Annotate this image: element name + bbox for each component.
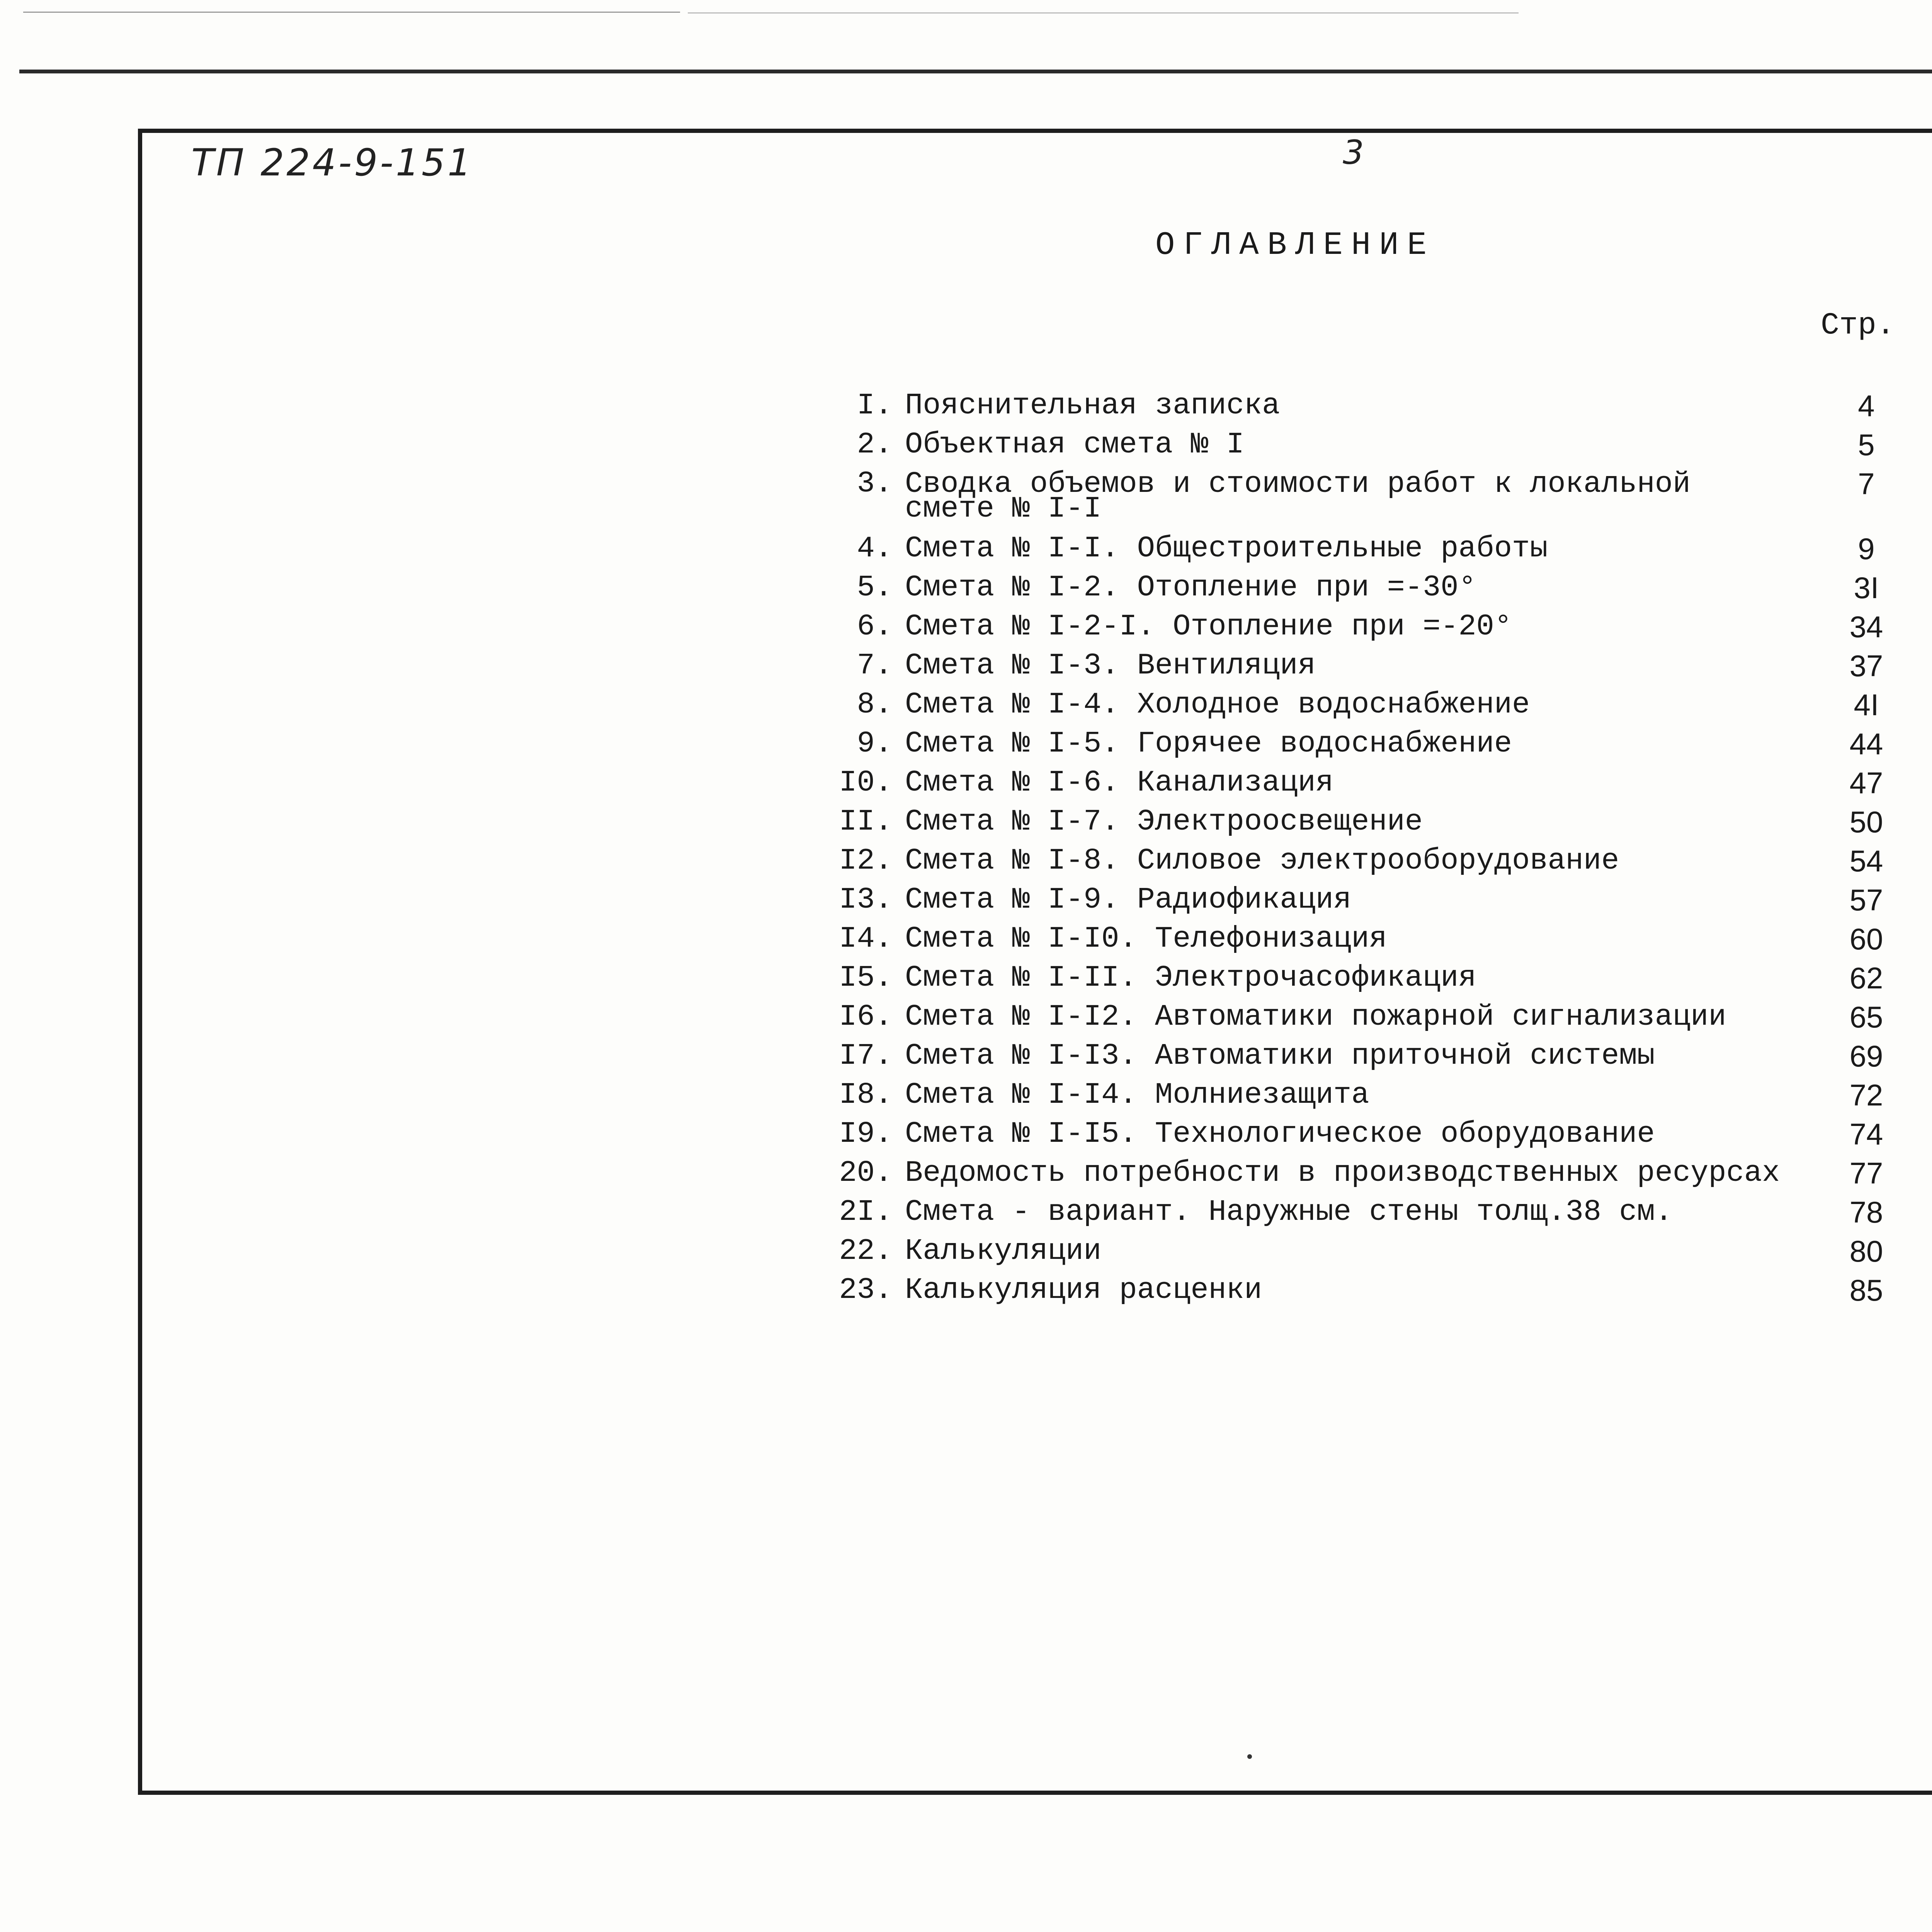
page-number: 3	[1343, 133, 1364, 172]
document-code: ТП 224-9-151	[191, 141, 474, 184]
toc-entry-page: 54	[1849, 844, 1883, 878]
scan-artifact-line	[23, 12, 680, 13]
toc-entry-page: 9	[1858, 532, 1875, 566]
toc-entry-page: 44	[1849, 727, 1883, 761]
toc-entry-number: I6.	[839, 1000, 893, 1034]
scan-speck	[1247, 1754, 1252, 1759]
toc-entry	[831, 1037, 1913, 1076]
toc-entry-number: 23.	[839, 1274, 893, 1307]
toc-entry-number: 2I.	[839, 1196, 893, 1229]
toc-entry-page: 3I	[1854, 571, 1879, 605]
toc-entry-number: 6.	[857, 610, 893, 644]
toc-entry	[831, 646, 1913, 685]
toc-entry-title: Калькуляция расценки	[905, 1274, 1262, 1307]
toc-entry-page: 78	[1849, 1195, 1883, 1229]
toc-entry-number: 7.	[857, 649, 893, 683]
toc-entry-page: 34	[1849, 610, 1883, 644]
toc-entry-page: 60	[1849, 922, 1883, 956]
toc-entry-title: Сводка объемов и стоимости работ к локальной смете № I-I	[905, 468, 1691, 526]
toc-entry-title: Смета № I-6. Канализация	[905, 766, 1333, 800]
toc-entry-page: 85	[1849, 1273, 1883, 1307]
toc-entry-title: Смета - вариант. Наружные стены толщ.38 см.	[905, 1196, 1673, 1229]
toc-entry-number: 3.	[857, 467, 893, 501]
toc-entry-page: 77	[1849, 1156, 1883, 1190]
toc-entry-page: 50	[1849, 805, 1883, 839]
toc-entry-page: 69	[1849, 1039, 1883, 1073]
toc-entry	[831, 529, 1913, 568]
toc-entry-title: Смета № I-2-I. Отопление при =-20°	[905, 610, 1512, 644]
toc-entry-title: Калькуляции	[905, 1235, 1102, 1268]
toc-entry	[831, 1193, 1913, 1232]
toc-entry-title: Смета № I-3. Вентиляция	[905, 649, 1316, 683]
page-column-header: Стр.	[1821, 308, 1895, 343]
toc-entry-title: Смета № I-I0. Телефонизация	[905, 922, 1387, 956]
toc-entry-number: I5.	[839, 961, 893, 995]
toc-entry-title: Смета № I-II. Электрочасофикация	[905, 961, 1476, 995]
toc-entry-title: Смета № I-9. Радиофикация	[905, 883, 1352, 917]
toc-entry-page: 74	[1849, 1117, 1883, 1151]
toc-entry	[831, 1154, 1913, 1193]
toc-entry	[831, 607, 1913, 646]
toc-entry	[831, 386, 1913, 425]
toc-entry	[831, 685, 1913, 724]
toc-entry-number: 4.	[857, 532, 893, 566]
toc-entry-title: Смета № I-I5. Технологическое оборудование	[905, 1117, 1655, 1151]
toc-entry-number: I4.	[839, 922, 893, 956]
scan-artifact-line	[688, 12, 1519, 14]
toc-entry	[831, 1115, 1913, 1154]
toc-entry-title: Смета № I-I2. Автоматики пожарной сигнализации	[905, 1000, 1726, 1034]
toc-entry	[831, 842, 1913, 881]
toc-entry-page: 57	[1849, 883, 1883, 917]
toc-entry-number: I2.	[839, 844, 893, 878]
toc-entry-title: Смета № I-8. Силовое электрооборудование	[905, 844, 1619, 878]
toc-entry-number: I7.	[839, 1039, 893, 1073]
toc-entry-title: Смета № I-7. Электроосвещение	[905, 805, 1423, 839]
toc-entry-page: 72	[1849, 1078, 1883, 1112]
toc-entry-number: I0.	[839, 766, 893, 800]
toc-entry	[831, 881, 1913, 920]
toc-entry-number: II.	[839, 805, 893, 839]
toc-entry	[831, 1271, 1913, 1310]
toc-entry-page: 4	[1858, 389, 1875, 423]
toc-entry-title: Смета № I-I. Общестроительные работы	[905, 532, 1548, 566]
toc-entry-number: I.	[857, 389, 893, 423]
toc-entry-page: 65	[1849, 1000, 1883, 1034]
toc-entry-number: 22.	[839, 1235, 893, 1268]
toc-entry-page: 80	[1849, 1234, 1883, 1268]
toc-entry	[831, 959, 1913, 998]
toc-entry-title: Смета № I-I3. Автоматики приточной системы	[905, 1039, 1655, 1073]
toc-entry	[831, 464, 1913, 529]
toc-entry-page: 7	[1858, 467, 1875, 501]
toc-entry-title: Смета № I-2. Отопление при =-30°	[905, 571, 1476, 605]
toc-entry-page: 62	[1849, 961, 1883, 995]
toc-entry	[831, 1076, 1913, 1115]
toc-entry-title: Смета № I-I4. Молниезащита	[905, 1078, 1369, 1112]
toc-entry-number: I3.	[839, 883, 893, 917]
toc-entry-number: I8.	[839, 1078, 893, 1112]
toc-entry-number: I9.	[839, 1117, 893, 1151]
toc-entry	[831, 998, 1913, 1037]
toc-entry	[831, 1232, 1913, 1271]
toc-entry	[831, 425, 1913, 464]
toc-entry-title: Пояснительная записка	[905, 389, 1280, 423]
toc-entry-number: 2.	[857, 428, 893, 462]
toc-entry-page: 5	[1858, 428, 1875, 462]
toc-entry-title: Ведомость потребности в производственных ресурсах	[905, 1156, 1780, 1190]
top-rule	[19, 70, 1932, 73]
toc-entry	[831, 724, 1913, 764]
toc-entry-number: 8.	[857, 688, 893, 722]
page-title: ОГЛАВЛЕНИЕ	[1155, 227, 1435, 264]
toc-entry-number: 20.	[839, 1156, 893, 1190]
toc-entry-page: 4I	[1854, 688, 1879, 722]
toc-entry-number: 9.	[857, 727, 893, 761]
toc-entry-title: Смета № I-5. Горячее водоснабжение	[905, 727, 1512, 761]
toc-entry-title: Объектная смета № I	[905, 428, 1244, 462]
toc-entry	[831, 568, 1913, 607]
toc-entry-title: Смета № I-4. Холодное водоснабжение	[905, 688, 1530, 722]
toc-entry	[831, 764, 1913, 803]
toc-entry-page: 47	[1849, 766, 1883, 800]
table-of-contents	[831, 386, 1913, 1310]
toc-entry-number: 5.	[857, 571, 893, 605]
toc-entry-page: 37	[1849, 649, 1883, 683]
toc-entry	[831, 803, 1913, 842]
toc-entry	[831, 920, 1913, 959]
